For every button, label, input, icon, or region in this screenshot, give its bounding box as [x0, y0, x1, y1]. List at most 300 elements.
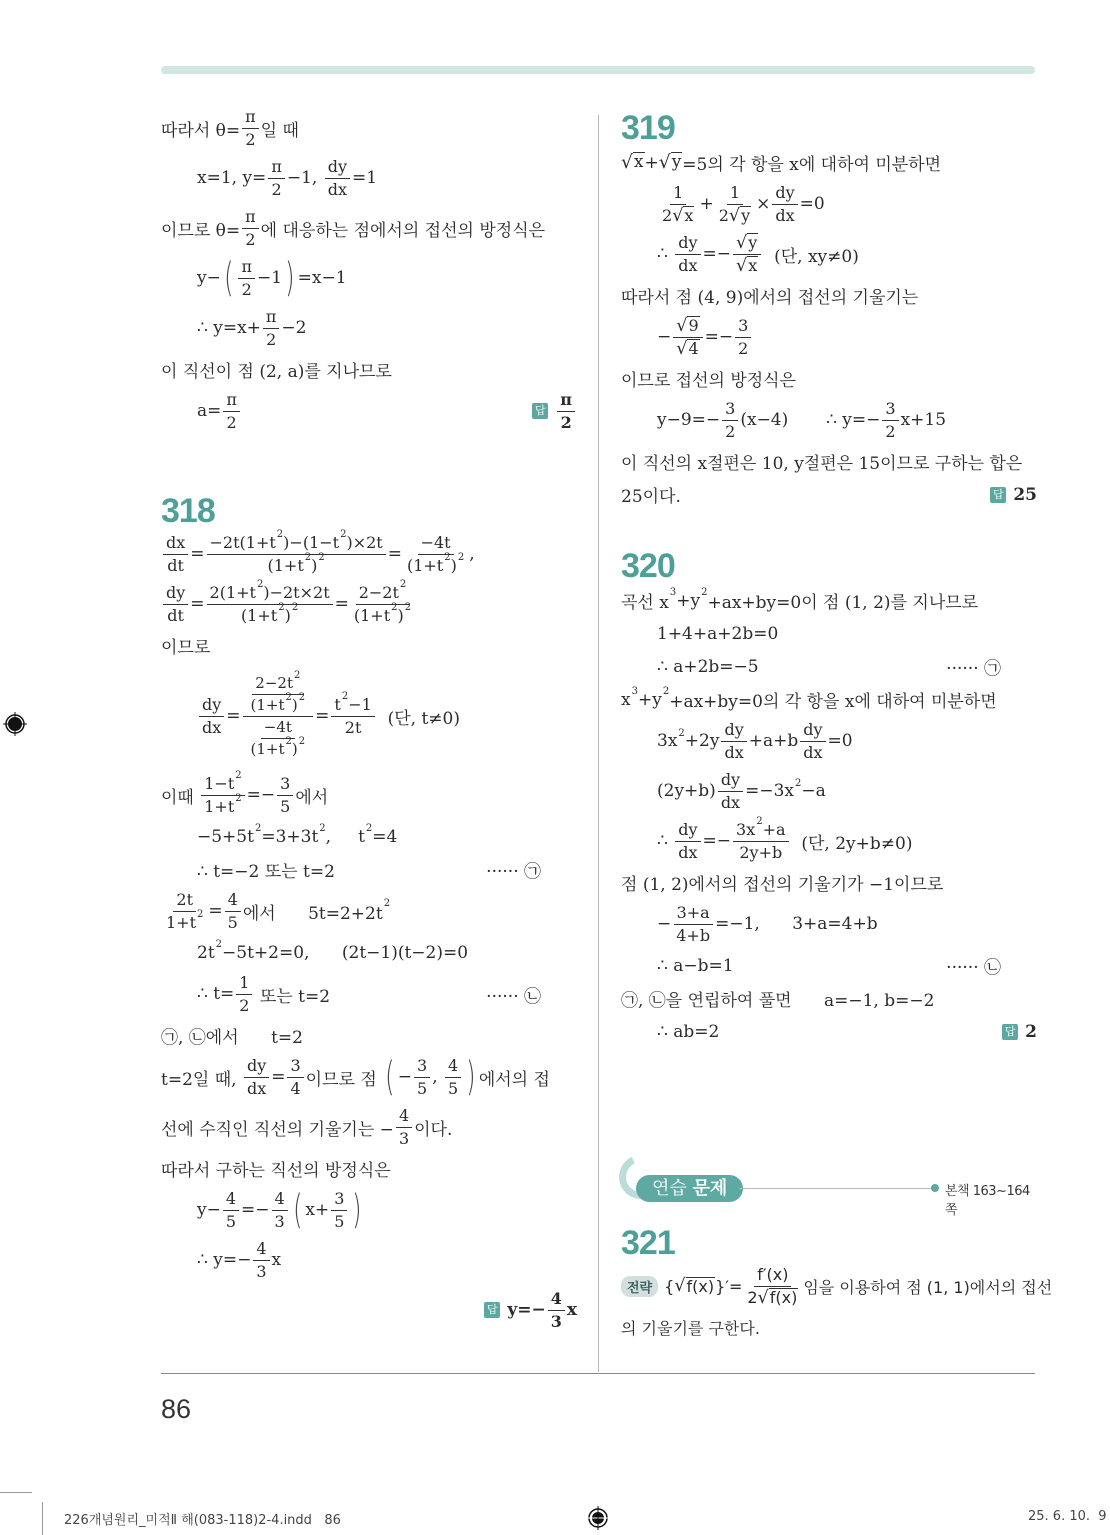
- fraction: [445, 1056, 461, 1099]
- solution-line: [161, 353, 577, 386]
- math-text: =1: [351, 168, 378, 188]
- math-text: 4: [274, 1188, 285, 1208]
- math-text: dy: [720, 769, 741, 789]
- fraction: [243, 669, 314, 759]
- superscript: 3: [631, 686, 638, 697]
- footer-date: 25. 6. 10. 9: [1028, 1509, 1107, 1524]
- superscript: 2: [756, 815, 763, 827]
- math-text: 1: [729, 182, 740, 202]
- fraction-numerator: [675, 820, 700, 842]
- fraction-numerator: [331, 690, 374, 717]
- fraction-denominator: [722, 421, 738, 442]
- math-text: =: [190, 594, 205, 614]
- fraction: [225, 890, 241, 933]
- solution-line: [161, 1052, 577, 1102]
- fraction-numerator: [396, 1106, 412, 1128]
- math-text: ,: [469, 544, 475, 564]
- fraction-numerator: [236, 973, 252, 995]
- fraction: [557, 390, 575, 433]
- fraction-numerator: [207, 528, 386, 555]
- fraction: [733, 815, 789, 863]
- radicand: [633, 152, 645, 173]
- math-text: 4: [290, 1078, 301, 1098]
- fraction: [272, 1189, 288, 1232]
- math-text: π: [265, 306, 277, 326]
- solution-line: [161, 969, 577, 1019]
- math-text: y: [748, 233, 758, 253]
- expression: [250, 691, 306, 715]
- fraction-denominator: [735, 338, 751, 359]
- solution-line: [161, 820, 577, 853]
- expression: [662, 206, 694, 226]
- fraction-denominator: [201, 792, 244, 817]
- solution-line: [621, 949, 1037, 982]
- math-text: (1+t: [240, 605, 278, 625]
- math-text: x+15: [900, 410, 947, 430]
- math-text: x: [684, 206, 694, 226]
- fraction-denominator: [673, 338, 702, 359]
- fraction-denominator: [675, 842, 700, 863]
- math-text: (1+t: [267, 555, 304, 575]
- math-text: ×: [756, 194, 771, 214]
- math-text: 2: [747, 1287, 758, 1307]
- math-text: 3: [290, 1055, 301, 1075]
- math-text: 2: [271, 179, 282, 199]
- math-text: +ax+by=0의 각 항을 x에 대하여 미분하면: [669, 692, 997, 712]
- fraction-numerator: [331, 1189, 347, 1211]
- math-text: 2: [885, 421, 896, 441]
- math-text: , t: [325, 826, 365, 847]
- math-text: =4: [372, 826, 398, 847]
- fraction-denominator: [325, 179, 350, 200]
- expression: [255, 669, 301, 693]
- fraction: [223, 1189, 239, 1232]
- problem-number: 318: [161, 492, 215, 530]
- fraction: [882, 399, 898, 442]
- solution-line: [161, 1152, 577, 1185]
- math-text: 3: [398, 1128, 410, 1148]
- radicand: [747, 233, 758, 252]
- expression: [747, 1288, 798, 1308]
- textbook-page-reference: 본책 163~164쪽: [945, 1184, 1030, 1218]
- solution-line: [621, 683, 1037, 716]
- fraction-denominator: [242, 129, 258, 150]
- radical-sign-icon: √: [736, 255, 748, 276]
- solution-line: [161, 629, 577, 662]
- practice-banner: [621, 1173, 1037, 1218]
- math-text: 이다.: [414, 1119, 453, 1140]
- fraction-denominator: [236, 995, 252, 1016]
- math-text: y−: [197, 1200, 221, 1220]
- math-text: 2: [239, 995, 250, 1015]
- solution-line: [621, 584, 1037, 617]
- fraction-denominator: [272, 1211, 288, 1232]
- fraction: [163, 890, 206, 933]
- math-text: 2−2t: [358, 582, 399, 602]
- radicand: [769, 1288, 799, 1307]
- math-text: 25이다.: [621, 487, 681, 507]
- math-text: −2t(1+t: [209, 532, 276, 552]
- solution-section: [161, 493, 577, 1335]
- fraction-numerator: [277, 774, 293, 796]
- math-text: −4t: [420, 532, 451, 552]
- math-text: 2: [245, 129, 256, 149]
- radicand: [687, 316, 699, 335]
- math-text: 에서 5t=2+2t: [242, 903, 383, 924]
- footer-filename: 226개념원리_미적Ⅱ 해(083-118)2-4.indd 86: [64, 1513, 341, 1528]
- math-text: 1: [239, 972, 250, 992]
- fraction: [238, 257, 255, 300]
- fraction-denominator: [882, 421, 898, 442]
- answer-badge: 답: [990, 487, 1006, 503]
- math-text: π: [245, 206, 256, 226]
- fraction-numerator: [173, 890, 196, 912]
- math-text: 2: [662, 205, 673, 225]
- superscript: 2: [340, 528, 347, 540]
- math-text: ): [291, 695, 298, 714]
- fraction-numerator: [238, 257, 255, 279]
- fraction-denominator: [243, 717, 314, 759]
- math-text: }′=: [715, 1276, 743, 1296]
- fraction-numerator: [673, 316, 702, 338]
- radicand: [686, 1277, 716, 1296]
- math-text: 3: [280, 773, 291, 793]
- math-text: 곡선 x: [621, 593, 669, 613]
- solution-line: [161, 936, 577, 969]
- fraction: [331, 690, 374, 738]
- fraction-numerator: [733, 815, 789, 842]
- solution-line: [621, 445, 1037, 478]
- fraction-denominator: [223, 1211, 239, 1232]
- superscript: 2: [254, 823, 262, 834]
- math-text: −1,: [286, 168, 323, 188]
- solution-section: [161, 103, 577, 436]
- math-text: 9: [688, 316, 699, 336]
- superscript: 2: [298, 735, 306, 747]
- math-text: ∴: [657, 244, 674, 264]
- problem-number: 321: [621, 1224, 675, 1262]
- math-text: 2: [560, 412, 572, 432]
- problem-number: 319: [621, 109, 675, 147]
- radical-sign-icon: √: [728, 205, 741, 226]
- solution-line: [161, 303, 577, 353]
- radical-sign-icon: √: [676, 315, 688, 336]
- math-text: x: [633, 152, 644, 173]
- math-text: 이므로 접선의 방정식은: [621, 371, 797, 391]
- fraction: [199, 695, 224, 738]
- math-text: ,: [432, 1067, 444, 1087]
- math-text: =−: [702, 831, 732, 851]
- superscript: 2: [399, 578, 407, 590]
- math-text: dy: [724, 719, 744, 739]
- fraction: [163, 583, 188, 626]
- expression: [250, 735, 306, 759]
- solution-line: [621, 982, 1037, 1015]
- superscript: 2: [197, 908, 204, 920]
- math-text: =3+3t: [261, 826, 319, 847]
- fraction-denominator: [718, 792, 743, 813]
- math-text: −a: [801, 781, 826, 801]
- math-text: 4: [225, 1188, 237, 1208]
- math-text: −4t: [263, 717, 292, 736]
- math-text: −1: [348, 694, 372, 714]
- math-text: t=2일 때,: [161, 1069, 242, 1090]
- math-text: 또는 t=2: [254, 986, 331, 1007]
- expression: [676, 339, 699, 359]
- top-decorative-bar: [161, 66, 1035, 74]
- math-text: 이 직선의 x절편은 10, y절편은 15이므로 구하는 합은: [621, 454, 1023, 474]
- fraction: [673, 903, 713, 946]
- solution-line: [621, 395, 1037, 445]
- fraction-denominator: [287, 1078, 303, 1099]
- superscript: 2: [293, 669, 301, 681]
- superscript: 2: [291, 601, 299, 613]
- superscript: 2: [235, 769, 242, 781]
- solution-line: [161, 1019, 577, 1052]
- math-text: 따라서 구하는 직선의 방정식은: [161, 1161, 391, 1181]
- math-text: ∴ a+2b=−5: [657, 656, 759, 677]
- fraction-denominator: [675, 255, 700, 276]
- fraction-numerator: [223, 1189, 239, 1211]
- fraction-denominator: [242, 229, 258, 250]
- solution-line: [621, 766, 1037, 816]
- square-root: [672, 206, 694, 226]
- math-text: =: [387, 544, 402, 564]
- answer-badge: 답: [1002, 1024, 1018, 1040]
- solution-line: [161, 386, 577, 436]
- fraction-denominator: [244, 1078, 269, 1099]
- math-text: x+: [305, 1200, 330, 1220]
- square-root: [659, 152, 683, 173]
- superscript: 2: [444, 551, 451, 563]
- math-text: =−1, 3+a=4+b: [715, 914, 878, 934]
- math-text: x: [621, 689, 631, 710]
- superscript: 2: [383, 897, 391, 909]
- expression: [209, 528, 383, 553]
- expression: [719, 206, 751, 226]
- math-text: dx: [720, 792, 741, 812]
- fraction-numerator: [721, 720, 746, 742]
- expression: [736, 256, 758, 276]
- math-text: )−2t×2t: [263, 582, 330, 602]
- solution-line: [621, 478, 1037, 511]
- fraction: [263, 307, 280, 350]
- registration-mark-icon: [586, 1506, 610, 1530]
- superscript: 2: [319, 823, 326, 834]
- math-text: π: [241, 256, 252, 276]
- math-text: π: [226, 389, 237, 409]
- radicand: [687, 339, 699, 358]
- solution-line: [621, 146, 1037, 179]
- math-text: 2y+b: [739, 842, 783, 862]
- expression: [246, 669, 311, 715]
- math-text: 3: [274, 1211, 285, 1231]
- fraction: [242, 207, 259, 250]
- fraction-numerator: [225, 890, 241, 912]
- math-text: 5: [280, 796, 291, 816]
- practice-title-light: 연습: [652, 1178, 687, 1199]
- equation-label: ······ ㉡: [946, 958, 1001, 978]
- solution-line: [161, 153, 577, 203]
- solution-line: [621, 279, 1037, 312]
- answer: [532, 390, 577, 433]
- fraction: [675, 233, 700, 276]
- fraction-denominator: [248, 691, 309, 715]
- math-text: ㉠, ㉡을 연립하여 풀면 a=−1, b=−2: [621, 991, 935, 1011]
- fraction: [659, 183, 697, 226]
- math-text: π: [245, 106, 256, 126]
- fraction-denominator: [224, 412, 240, 433]
- superscript: 2: [391, 601, 398, 613]
- fraction-denominator: [239, 279, 255, 300]
- expression: [267, 551, 325, 576]
- math-text: dx: [327, 179, 347, 199]
- superscript: 2: [795, 777, 802, 789]
- math-text: 4: [448, 1055, 459, 1075]
- math-text: dx: [246, 1078, 267, 1098]
- math-text: 에서: [295, 787, 329, 808]
- fraction: [236, 973, 252, 1016]
- math-text: 2: [241, 279, 252, 299]
- fraction-denominator: [199, 717, 224, 738]
- equation-label: ······ ㉡: [486, 986, 541, 1007]
- math-text: f(x): [769, 1288, 798, 1308]
- math-text: )×2t: [346, 532, 383, 552]
- math-text: 1+t: [204, 796, 235, 816]
- math-text: 1−t: [204, 773, 235, 793]
- fraction-numerator: [252, 669, 303, 695]
- math-text: 3: [550, 1311, 562, 1331]
- fraction-numerator: [223, 390, 240, 412]
- fraction-numerator: [674, 903, 713, 925]
- math-text: (2y+b): [657, 781, 716, 801]
- fraction-numerator: [268, 157, 285, 179]
- solution-line: [161, 203, 577, 253]
- solution-line: [161, 253, 577, 303]
- math-text: ㉠, ㉡에서 t=2: [161, 1028, 303, 1048]
- fraction: [673, 316, 702, 359]
- fraction: [207, 528, 386, 576]
- math-text: −2: [281, 318, 307, 338]
- solution-line: [621, 1261, 1053, 1311]
- math-text: π: [560, 389, 572, 409]
- solution-line: [621, 816, 1037, 866]
- bottom-rule: [161, 1373, 1035, 1374]
- column-divider: [598, 115, 599, 1372]
- math-text: (x−4) ∴ y=−: [740, 410, 881, 430]
- fraction: [404, 533, 467, 576]
- math-text: dt: [167, 555, 184, 575]
- math-text: dy: [803, 719, 823, 739]
- math-text: 이므로: [161, 638, 211, 658]
- fraction-numerator: [263, 307, 280, 329]
- big-parenthesis: ): [466, 1054, 476, 1100]
- fraction-denominator: [264, 551, 327, 576]
- superscript: 2: [304, 551, 312, 563]
- math-text: =: [334, 594, 349, 614]
- math-text: 3: [417, 1055, 428, 1075]
- fraction: [207, 578, 333, 626]
- fraction-denominator: [716, 205, 754, 226]
- math-text: 점 (1, 2)에서의 접선의 기울기가 −1이므로: [621, 875, 944, 895]
- math-text: 3: [885, 398, 896, 418]
- math-text: (1+t: [250, 739, 285, 758]
- superscript: 2: [235, 792, 242, 804]
- fraction-numerator: [800, 720, 825, 742]
- fraction-denominator: [733, 255, 761, 276]
- math-text: 5: [225, 1211, 237, 1231]
- solution-line: [161, 529, 577, 579]
- solution-line: [621, 899, 1037, 949]
- answer: [1002, 1022, 1037, 1042]
- answer: [484, 1289, 577, 1332]
- math-text: x: [748, 256, 758, 276]
- superscript: 2: [341, 690, 349, 702]
- fraction: [244, 1056, 269, 1099]
- radicand: [740, 206, 751, 225]
- math-text: 이때: [161, 787, 200, 808]
- math-text: 일 때: [260, 120, 299, 141]
- expression: [209, 578, 330, 603]
- math-text: 3: [738, 315, 749, 335]
- math-text: y: [741, 206, 751, 226]
- math-text: +a: [762, 819, 786, 839]
- math-text: ): [284, 605, 291, 625]
- answer: [990, 485, 1037, 505]
- fraction-denominator: [721, 742, 746, 763]
- solution-section: [621, 548, 1037, 1048]
- math-text: 에 대응하는 점에서의 접선의 방정식은: [260, 220, 546, 241]
- fraction: [268, 157, 285, 200]
- math-text: +a+b: [748, 731, 799, 751]
- math-text: dy: [327, 156, 347, 176]
- fraction-numerator: [163, 533, 188, 555]
- math-text: =0: [827, 731, 853, 751]
- fraction-denominator: [445, 1078, 461, 1099]
- radical-sign-icon: √: [672, 205, 684, 226]
- math-text: +ax+by=0이 점 (1, 2)를 지나므로: [707, 593, 979, 613]
- fraction-denominator: [277, 796, 293, 817]
- fraction: [718, 770, 743, 813]
- fraction: [548, 1289, 565, 1332]
- expression: [240, 601, 299, 626]
- math-text: =: [226, 706, 241, 726]
- solution-line: [621, 650, 1037, 683]
- fraction: [248, 669, 309, 715]
- math-text: x: [271, 1250, 282, 1270]
- big-parenthesis: (: [292, 1187, 303, 1233]
- math-text: dx: [202, 717, 222, 737]
- expression: [736, 815, 786, 840]
- fraction-denominator: [548, 1311, 565, 1332]
- math-text: 4: [688, 339, 699, 359]
- math-text: 5: [334, 1211, 345, 1231]
- math-text: 2t: [197, 942, 215, 963]
- fraction-denominator: [342, 717, 365, 738]
- fraction: [277, 774, 293, 817]
- fraction-denominator: [558, 412, 575, 433]
- fraction: [331, 1189, 347, 1232]
- fraction: [201, 769, 244, 817]
- fraction: [248, 718, 309, 759]
- fraction: [163, 533, 188, 576]
- math-text: −: [657, 914, 672, 934]
- math-text: 선에 수직인 직선의 기울기는 −: [161, 1119, 394, 1140]
- math-text: 이므로 θ=: [161, 220, 241, 241]
- banner-rule: [739, 1188, 932, 1189]
- fraction: [414, 1056, 430, 1099]
- expression: [166, 908, 204, 933]
